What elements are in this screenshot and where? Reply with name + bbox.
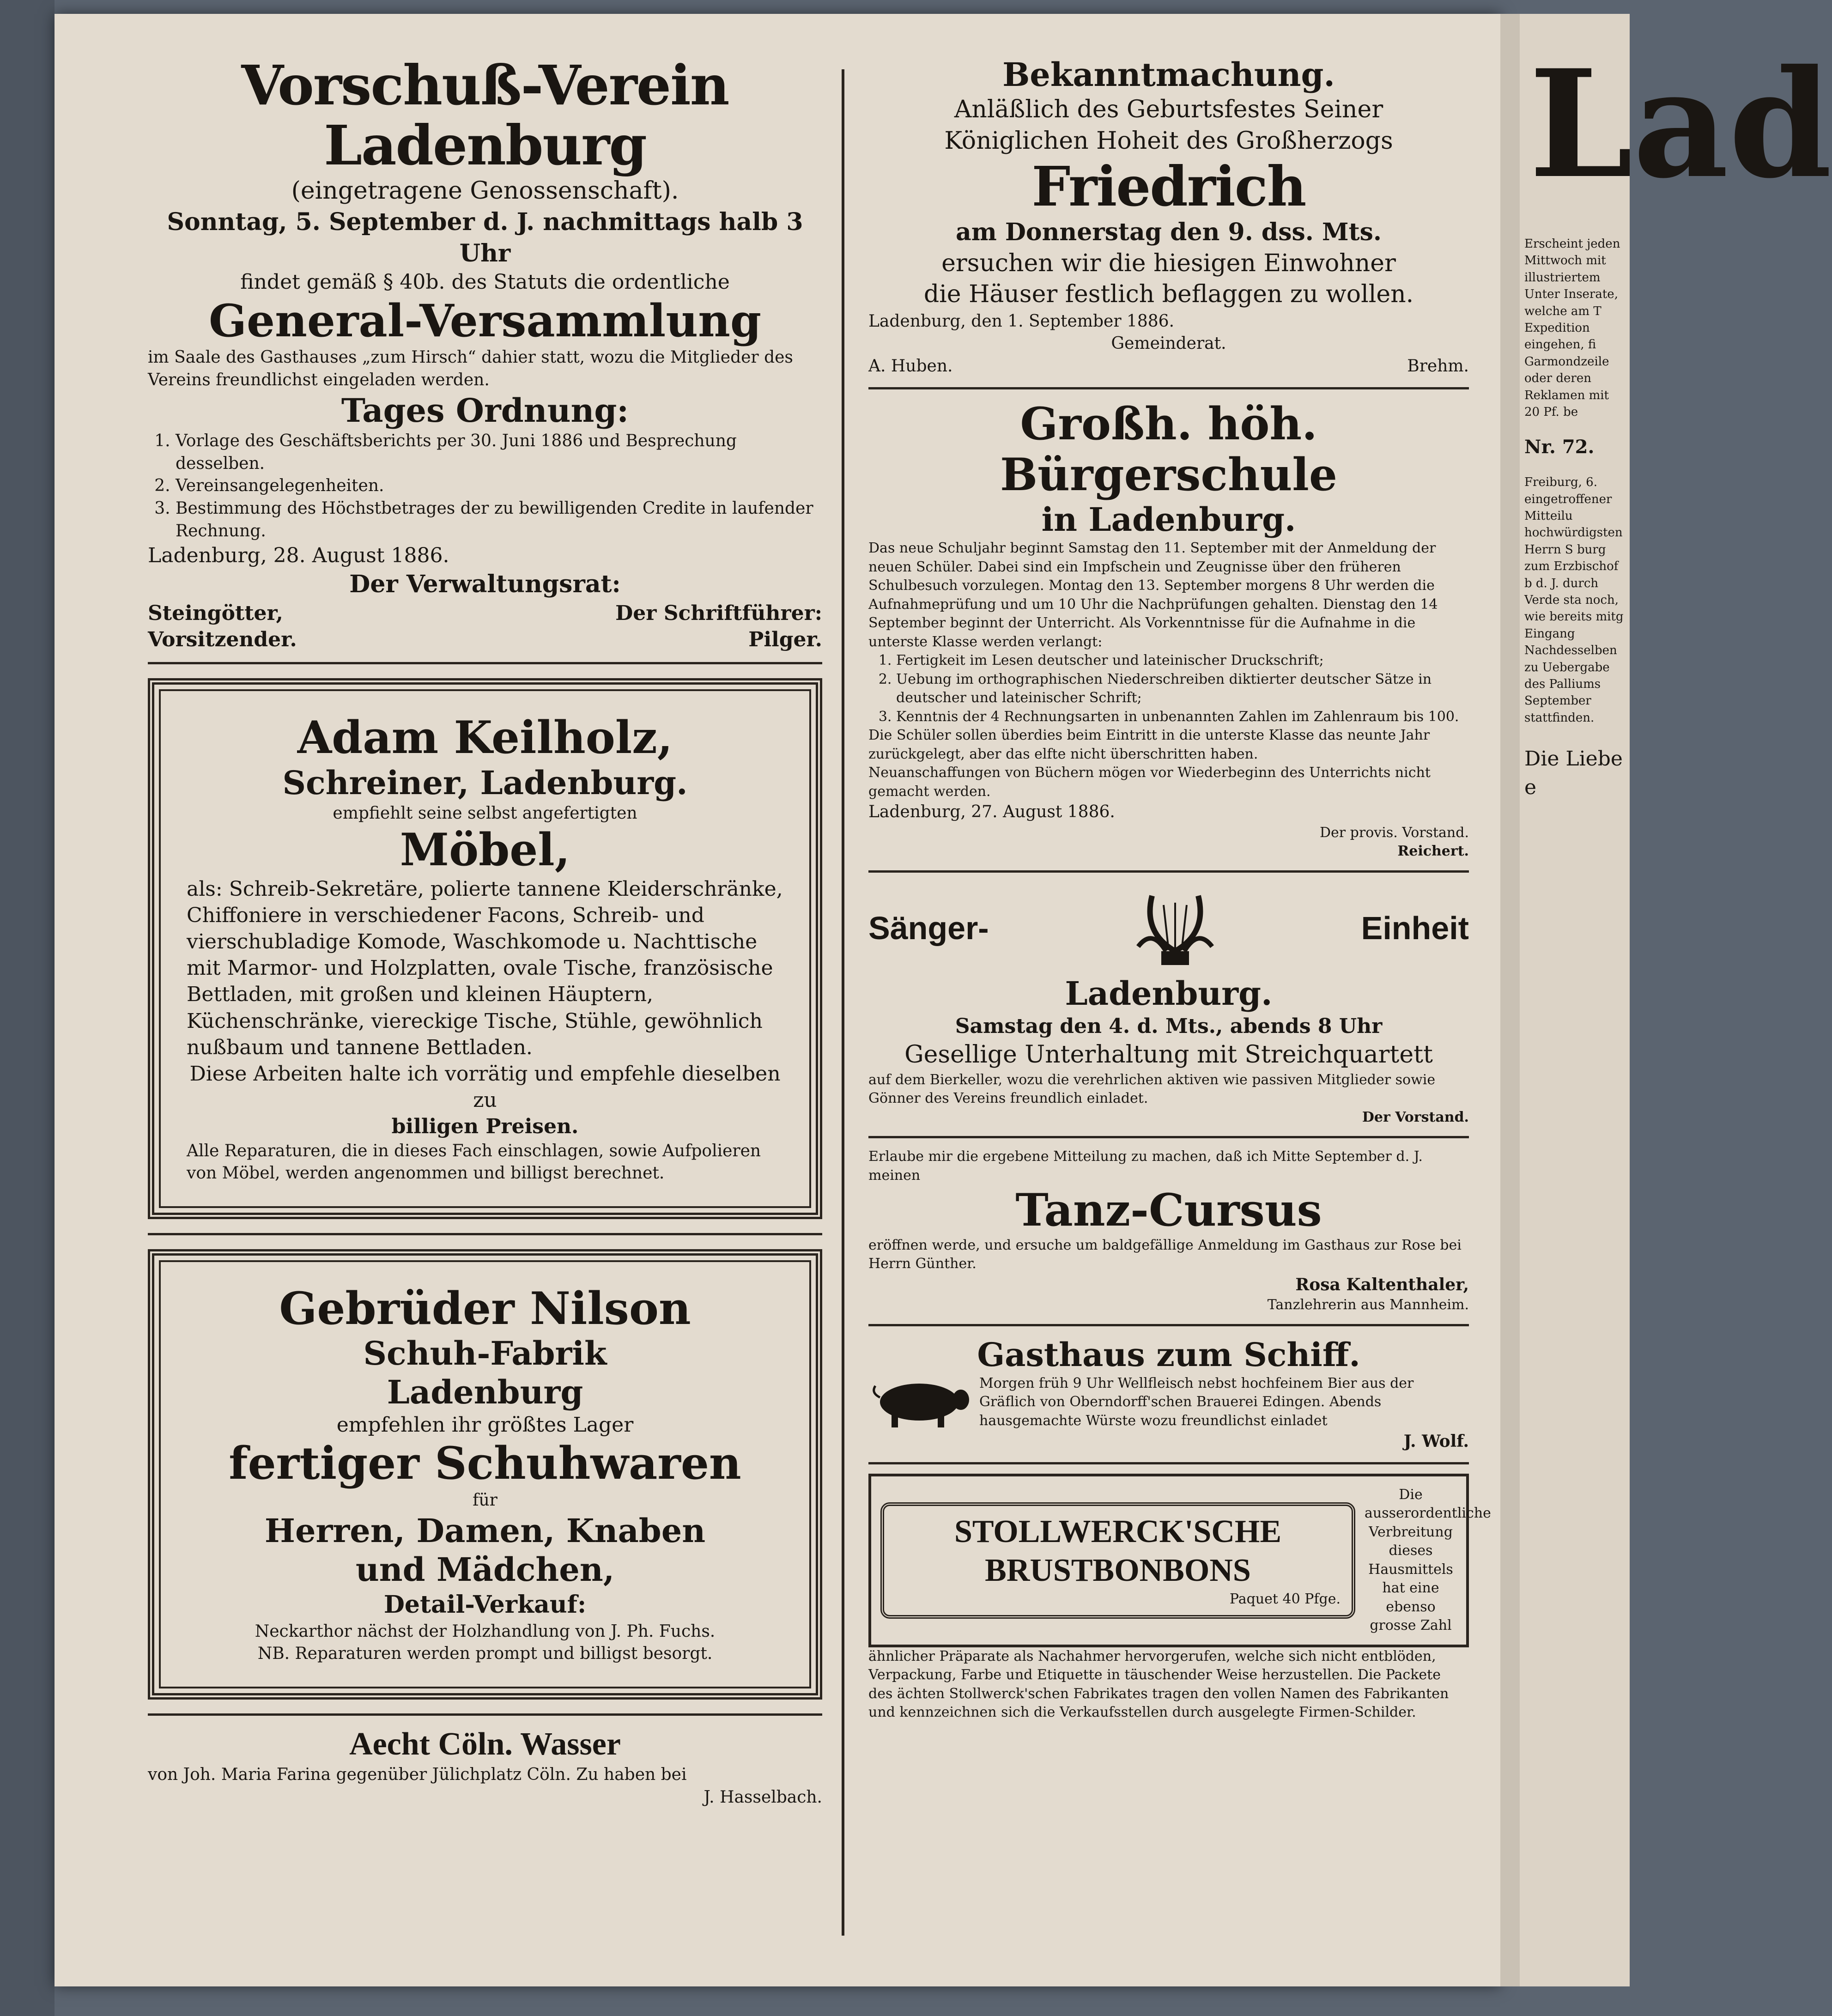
- rule: [148, 1233, 822, 1235]
- vorschuss-verein-ad: [148, 55, 822, 653]
- saenger-sig: Der Vorstand.: [1362, 1109, 1469, 1125]
- stollwerck-badge: [880, 1502, 1355, 1619]
- bekannt-date: Ladenburg, den 1. September 1886.: [868, 311, 1175, 331]
- keilholz-repairs: Alle Reparaturen, die in dieses Fach einschlagen, sowie Aufpolieren von Möbel, werden angenommen und billigst berechnet.: [187, 1141, 761, 1183]
- schule-requirements: [868, 651, 1469, 726]
- schiff-title: Gasthaus zum Schiff.: [977, 1335, 1360, 1374]
- agenda-item: 1. Vorlage des Geschäftsberichts per 30. Juni 1886 und Besprechung desselben.: [176, 430, 822, 475]
- nilson-recommends: empfehlen ihr größtes Lager: [336, 1413, 634, 1437]
- tanz-intro: Erlaube mir die ergebene Mitteilung zu machen, daß ich Mitte September d. J. meinen: [868, 1148, 1423, 1184]
- schule-sig-role: Der provis. Vorstand.: [1319, 824, 1469, 841]
- stollwerck-ad: [868, 1474, 1491, 1722]
- left-column: [148, 55, 822, 1809]
- keilholz-product: Möbel,: [400, 824, 570, 876]
- nilson-for: für: [473, 1490, 497, 1510]
- saenger-left: Sänger-: [868, 910, 989, 946]
- requirement: 1. Fertigkeit im Lesen deutscher und lateinischer Druckschrift;: [896, 651, 1469, 670]
- schule-books: Neuanschaffungen von Büchern mögen vor Wiederbeginn des Unterrichts nicht gemacht werden.: [868, 765, 1431, 800]
- saenger-town: Ladenburg.: [1065, 974, 1273, 1013]
- requirement: 2. Uebung im orthographischen Niederschreiben diktierter deutscher Sätze in deutscher und lateinischer Schrift;: [896, 670, 1469, 708]
- koeln-wasser-ad: [148, 1725, 822, 1809]
- rule: [868, 387, 1469, 389]
- right-column: [868, 55, 1491, 1722]
- bekannt-council: Gemeinderat.: [1111, 334, 1226, 353]
- bekannt-line2: Königlichen Hoheit des Großherzogs: [944, 127, 1393, 155]
- schiff-text: Morgen früh 9 Uhr Wellfleisch nebst hochfeinem Bier aus der Gräflich von Oberndorff'schen Brauerei Edingen. Abends hausgemachte Würste wozu freundlichst einladet: [979, 1375, 1414, 1429]
- bekannt-name: Friedrich: [1031, 154, 1306, 219]
- keilholz-recommends: empfiehlt seine selbst angefertigten: [333, 803, 637, 823]
- koeln-title: Aecht Cöln. Wasser: [349, 1726, 621, 1762]
- schule-text: Das neue Schuljahr beginnt Samstag den 11. September mit der Anmeldung der neuen Schüler. Dabei sind ein Impfschein und Zeugnisse über den früheren Schulbesuch vorzulegen. Montag den 13. September morgens 8 Uhr werden die Aufnahmeprüfung und um 10 Uhr die Nachprüfungen gehalten. Dienstag den 14 September beginnt der Unterricht. Als Vorkenntnisse für die Aufnahme in die unterste Klasse werden verlangt:: [868, 540, 1438, 650]
- column-divider: [842, 69, 844, 1936]
- bekannt-sig2: Brehm.: [1407, 356, 1469, 376]
- vorschuss-date: Ladenburg, 28. August 1886.: [148, 544, 449, 568]
- vorschuss-line1: Sonntag, 5. September d. J. nachmittags halb 3 Uhr: [167, 208, 803, 267]
- nilson-name: Gebrüder Nilson: [279, 1282, 691, 1335]
- rule: [868, 870, 1469, 873]
- sig1-role: Vorsitzender.: [148, 628, 297, 652]
- stollwerck-box: [868, 1474, 1491, 1647]
- stollwerck-side: Die ausserordentliche Verbreitung dieses Hausmittels hat eine ebenso grosse Zahl: [1365, 1486, 1491, 1634]
- saenger-when: Samstag den 4. d. Mts., abends 8 Uhr: [955, 1014, 1383, 1038]
- koeln-seller: J. Hasselbach.: [704, 1787, 822, 1807]
- next-issue: Nr. 72.: [1524, 436, 1595, 458]
- bekannt-signatures: [868, 355, 1469, 378]
- keilholz-name: Adam Keilholz,: [297, 711, 673, 764]
- next-intro: Erscheint jeden Mittwoch mit illustriertem Unter Inserate, welche am T Expedition eingehen, fi Garmondzeile oder deren Reklamen mit 20 Pf. be: [1524, 237, 1620, 419]
- next-text: Freiburg, 6. eingetroffener Mitteilu hochwürdigsten Herrn S burg zum Erzbischof b d. J. durch Verde sta noch, wie bereits mitg Eingang Nachdesselben zu Uebergabe des Palliums September stattfinden.: [1524, 475, 1624, 725]
- saenger-what: Gesellige Unterhaltung mit Streichquartett: [904, 1041, 1433, 1069]
- next-story: Die Liebe e: [1524, 747, 1623, 799]
- bekannt-line1: Anläßlich des Geburtsfestes Seiner: [954, 96, 1383, 123]
- schule-sig-name: Reichert.: [1397, 843, 1469, 860]
- vorschuss-subtitle: (eingetragene Genossenschaft).: [291, 176, 679, 205]
- pig-icon: [868, 1374, 970, 1430]
- stollwerck-product: BRUSTBONBONS: [985, 1552, 1251, 1588]
- requirement: 3. Kenntnis der 4 Rechnungsarten in unbenannten Zahlen im Zahlenraum bis 100.: [896, 708, 1469, 727]
- rule: [148, 662, 822, 664]
- saenger-einheit-ad: [868, 882, 1469, 1127]
- keilholz-trade: Schreiner, Ladenburg.: [282, 763, 688, 802]
- keilholz-list: als: Schreib-Sekretäre, polierte tannene Kleiderschränke, Chiffoniere in verschiedener Facons, Schreib- und vierschubladige Komode, Waschkomode u. Nachttische mit Marmor- und Holzplatten, ovale Tische, französische Bettladen, mit großen und kleinen Häuptern, Küchenschränke, viereckige Tische, Stühle, gewöhnlich nußbaum und tannene Bettladen.: [187, 877, 783, 1059]
- book-binding: [0, 0, 55, 2016]
- nilson-retail: Detail-Verkauf:: [383, 1591, 587, 1619]
- schiff-body: [868, 1374, 1469, 1431]
- stollwerck-text: ähnlicher Präparate als Nachahmer hervorgerufen, welche sich nicht entblöden, Verpackung, Farbe und Etiquette in täuschender Weise herzustellen. Die Packete des ächten Stollwerck'schen Fabrikates tragen den vollen Namen des Fabrikanten und kennzeichnen sich die Verkaufsstellen durch ausgelegte Firmen-Schilder.: [868, 1648, 1449, 1721]
- schule-town: in Ladenburg.: [1041, 500, 1296, 539]
- gasthaus-schiff-ad: [868, 1336, 1469, 1453]
- schule-title: Großh. höh. Bürgerschule: [1000, 397, 1337, 501]
- nilson-trade: Schuh-Fabrik: [363, 1334, 607, 1373]
- vorschuss-board: Der Verwaltungsrat:: [349, 570, 621, 599]
- nilson-town: Ladenburg: [387, 1373, 583, 1412]
- sig2-name: Pilger.: [748, 628, 822, 652]
- vorschuss-agenda: [148, 430, 822, 542]
- bekanntmachung-ad: [868, 55, 1469, 378]
- tanz-cursus-ad: [868, 1148, 1469, 1314]
- koeln-text: von Joh. Maria Farina gegenüber Jülichplatz Cöln. Zu haben bei: [148, 1765, 687, 1785]
- page-edge: [1500, 14, 1520, 1986]
- keilholz-price: billigen Preisen.: [391, 1115, 579, 1139]
- vorschuss-heading: General-Versammlung: [209, 294, 761, 347]
- keilholz-ad: [148, 678, 822, 1219]
- vorschuss-agenda-title: Tages Ordnung:: [341, 391, 629, 430]
- bekannt-line3: am Donnerstag den 9. dss. Mts.: [956, 218, 1382, 246]
- stollwerck-brand: STOLLWERCK'SCHE: [954, 1513, 1282, 1549]
- lyre-icon: [1124, 882, 1226, 974]
- rule: [148, 1713, 822, 1716]
- tanz-sig2: Tanzlehrerin aus Mannheim.: [1267, 1297, 1469, 1313]
- saenger-header: [868, 882, 1469, 974]
- schule-age: Die Schüler sollen überdies beim Eintritt in die unterste Klasse das neunte Jahr zurückgelegt, aber das elfte nicht überschritten haben.: [868, 727, 1430, 762]
- rule: [868, 1324, 1469, 1326]
- schiff-sig: J. Wolf.: [1403, 1432, 1469, 1451]
- keilholz-stock: Diese Arbeiten halte ich vorrätig und empfehle dieselben zu: [189, 1062, 781, 1112]
- vorschuss-signatures: [148, 600, 822, 653]
- bekannt-line4: ersuchen wir die hiesigen Einwohner: [941, 249, 1396, 277]
- schule-date: Ladenburg, 27. August 1886.: [868, 802, 1115, 822]
- nilson-product: fertiger Schuhwaren: [229, 1437, 741, 1490]
- bekannt-title: Bekanntmachung.: [1002, 55, 1335, 94]
- nilson-ad: [148, 1249, 822, 1700]
- rule: [868, 1136, 1469, 1138]
- sig1-name: Steingötter,: [148, 601, 283, 625]
- bekannt-sig1: A. Huben.: [868, 356, 953, 376]
- tanz-text: eröffnen werde, und ersuche um baldgefällige Anmeldung im Gasthaus zur Rose bei Herrn Günther.: [868, 1237, 1462, 1272]
- vorschuss-title: Vorschuß-Verein Ladenburg: [241, 53, 729, 177]
- vorschuss-line3: im Saale des Gasthauses „zum Hirsch“ dahier statt, wozu die Mitglieder des Vereins freundlichst eingeladen werden.: [148, 347, 793, 389]
- tanz-title: Tanz-Cursus: [1015, 1184, 1322, 1237]
- next-masthead: Lad: [1529, 38, 1832, 211]
- saenger-right: Einheit: [1361, 910, 1469, 946]
- rule: [868, 1462, 1469, 1464]
- sig2-role: Der Schriftführer:: [615, 601, 822, 625]
- bekannt-line5: die Häuser festlich beflaggen zu wollen.: [923, 280, 1414, 309]
- next-page: [1520, 14, 1832, 1986]
- nilson-audience: Herren, Damen, Knaben: [264, 1512, 706, 1550]
- buergerschule-ad: [868, 399, 1469, 861]
- vorschuss-line2: findet gemäß § 40b. des Statuts die ordentliche: [240, 270, 730, 294]
- agenda-item: 2. Vereinsangelegenheiten.: [176, 475, 822, 498]
- nilson-audience2: und Mädchen,: [355, 1550, 615, 1589]
- agenda-item: 3. Bestimmung des Höchstbetrages der zu bewilligenden Credite in laufender Rechnung.: [176, 498, 822, 542]
- stollwerck-packet: Paquet 40 Pfge.: [1229, 1591, 1341, 1607]
- tanz-sig1: Rosa Kaltenthaler,: [1295, 1275, 1469, 1294]
- saenger-text: auf dem Bierkeller, wozu die verehrlichen aktiven wie passiven Mitglieder sowie Gönner des Vereins freundlich einladet.: [868, 1071, 1436, 1107]
- nilson-address: Neckarthor nächst der Holzhandlung von J. Ph. Fuchs.: [255, 1621, 716, 1641]
- nilson-nb: NB. Reparaturen werden prompt und billigst besorgt.: [257, 1644, 713, 1664]
